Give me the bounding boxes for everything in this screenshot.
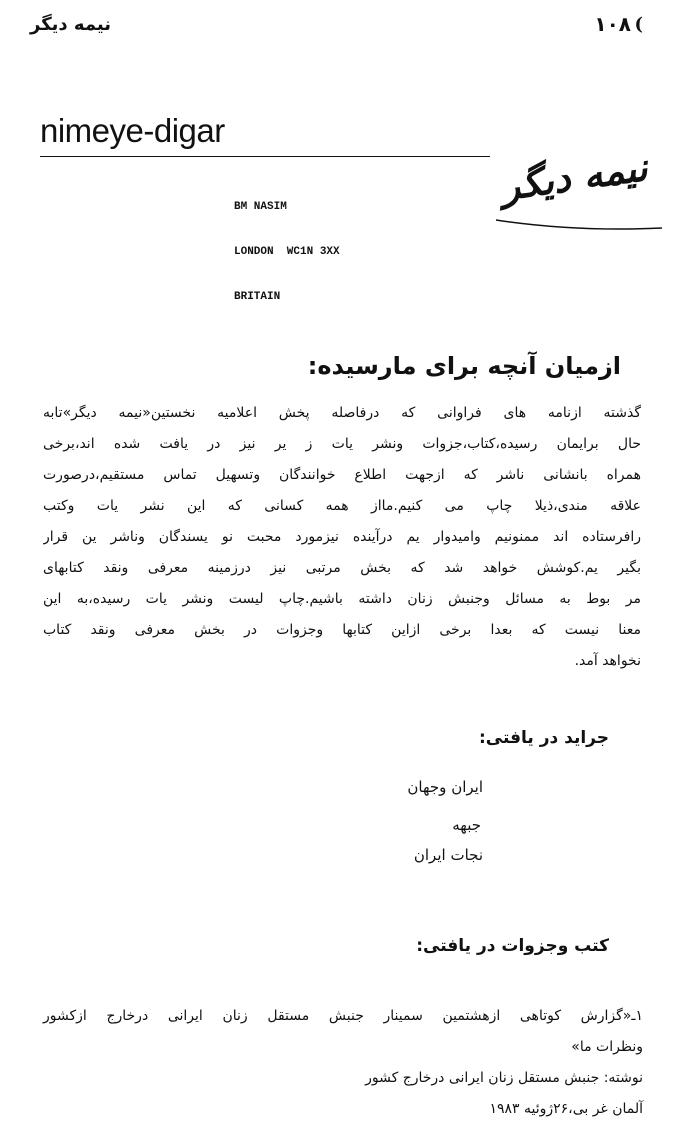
logo-text: نیمه دیگر	[498, 144, 651, 210]
masthead-divider	[40, 156, 490, 157]
masthead-latin-title: nimeye-digar	[40, 112, 225, 149]
paragraph-line: همراه بانشانی ناشر که ازجهت اطلاع خوانندگان وتسهیل تماس مستقیم،درصورت	[43, 467, 641, 483]
logo-underline	[496, 220, 662, 229]
address-line: LONDON WC1N 3XX	[234, 246, 340, 258]
book-entry-line: ۱ـ«گزارش کوتاهی ازهشتمین سمینار جنبش مستقل زنان ایرانی درخارج ازکشور	[43, 1008, 643, 1024]
paragraph-line: گذشته ازنامه های فراوانی که درفاصله پخش اعلامیه نخستین«نیمه دیگر»تابه	[43, 405, 641, 421]
journal-item: جبهه	[452, 816, 481, 834]
book-entry-line: آلمان غر بی،۲۶ژوئیه ۱۹۸۳	[489, 1101, 643, 1117]
address-line: BM NASIM	[234, 201, 287, 213]
paragraph-line: رافرستاده اند ممنونیم وامیدوار یم درآینده نیزمورد محبت نو یسندگان وناشر ین قرار	[43, 529, 641, 545]
paragraph-line: معنا نیست که بعدا برخی ازاین کتابها وجزوات در بخش معرفی ونقد کتاب	[43, 622, 641, 638]
section-heading: ازمیان آنچه برای مارسیده:	[307, 352, 621, 380]
paragraph-line: حال برایمان رسیده،کتاب،جزوات ونشر یات ز یر نیز در یافت شده اند،برخی	[43, 436, 641, 452]
book-entry-line: نوشته: جنبش مستقل زنان ایرانی درخارج کشور	[365, 1070, 643, 1086]
page-number: ۱۰۸	[594, 12, 631, 36]
book-entry-line: ونظرات ما»	[571, 1039, 643, 1055]
paragraph-line: علاقه مندی،ذیلا چاپ می کنیم.مااز همه کسانی که این نشر یات وکتب	[43, 498, 641, 514]
calligraphic-logo	[486, 128, 666, 238]
page-mark: (	[634, 14, 643, 35]
paragraph-line: مر بوط به مسائل وجنبش زنان داشته باشیم.چاپ لیست ونشر یات رسیده،به این	[43, 591, 641, 607]
paragraph-line: نخواهد آمد.	[574, 653, 641, 669]
books-heading: کتب وجزوات در یافتی:	[416, 936, 609, 956]
intro-paragraph	[43, 398, 641, 677]
mailing-address	[234, 170, 340, 320]
running-title: نیمه دیگر	[30, 14, 112, 35]
journal-item: ایران وجهان	[407, 778, 483, 796]
address-line: BRITAIN	[234, 291, 281, 303]
journals-heading: جراید در یافتی:	[478, 728, 609, 748]
journal-item: نجات ایران	[413, 846, 483, 864]
paragraph-line: بگیر یم.کوشش خواهد شد که بخش مرتبی نیز درزمینه معرفی ونقد کتابهای	[43, 560, 641, 576]
